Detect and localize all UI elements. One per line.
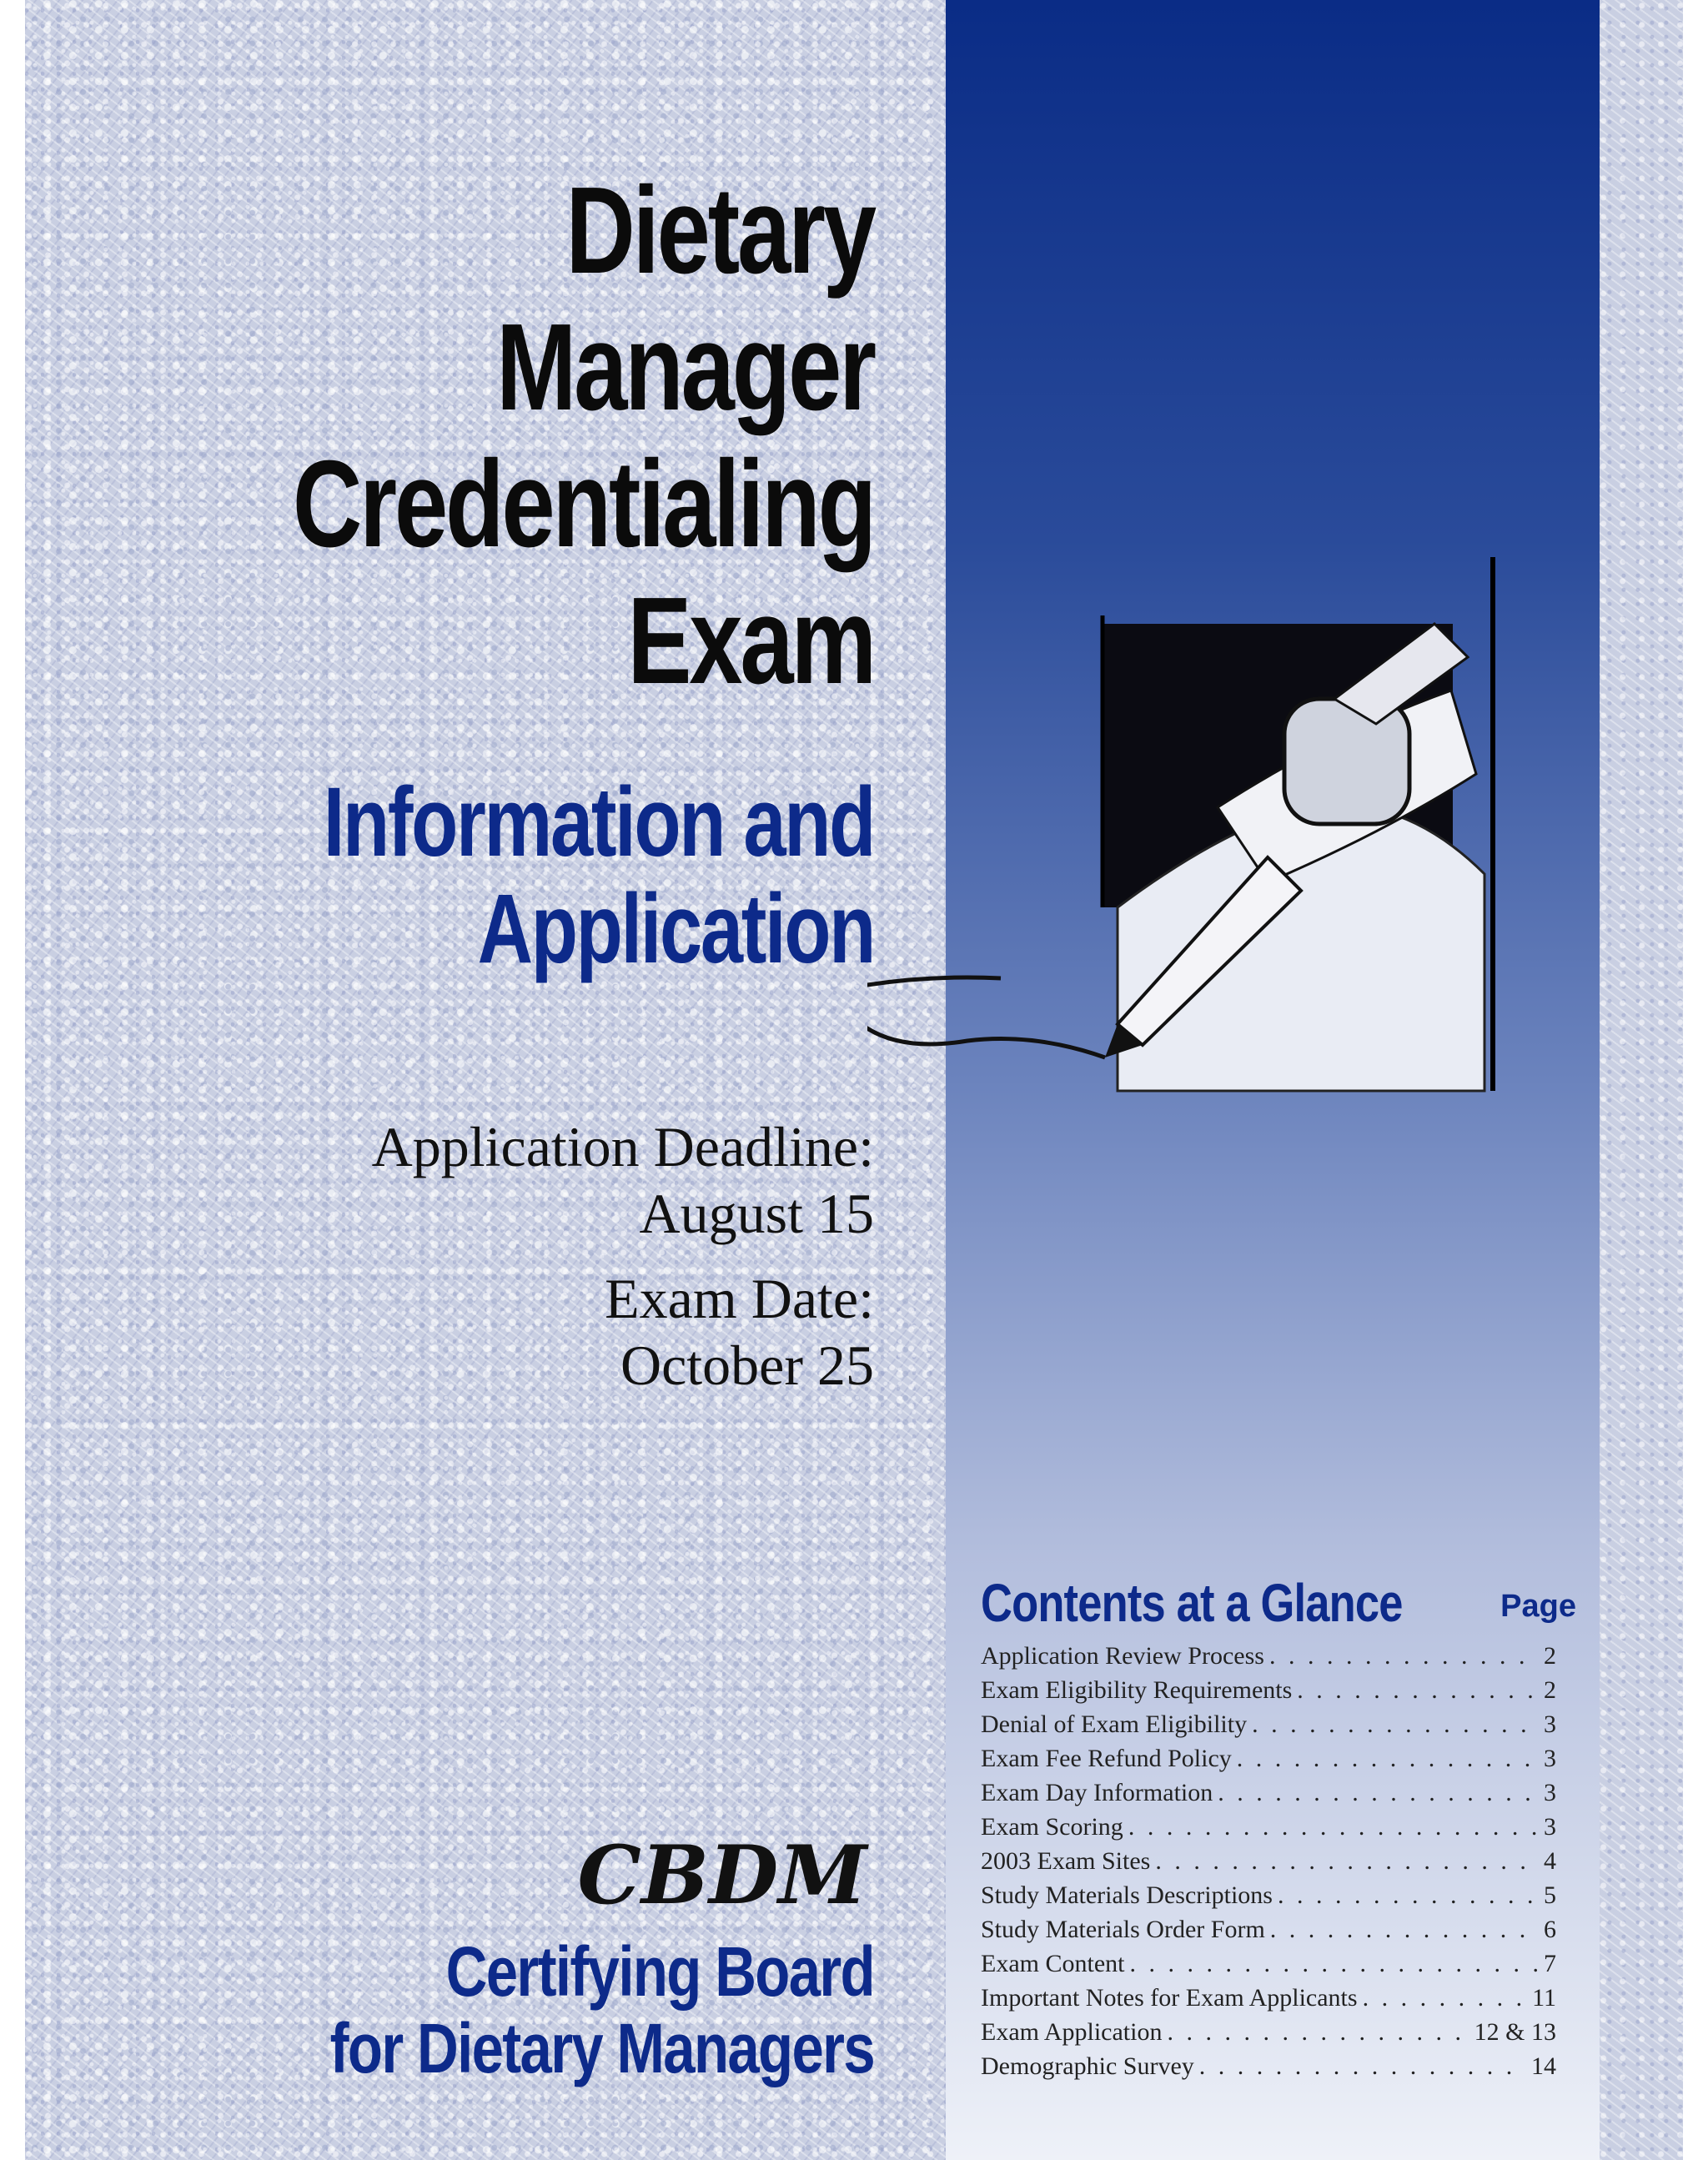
toc-item [981, 1912, 1556, 1947]
toc-leader [1129, 1947, 1539, 1981]
toc-item [981, 1707, 1556, 1741]
cover-title [289, 163, 874, 710]
exam-date-block [123, 1265, 874, 1399]
key-dates [123, 1113, 874, 1399]
title-line: Manager [496, 299, 874, 436]
toc-item [981, 1639, 1556, 1673]
exam-date-value: October 25 [620, 1334, 874, 1397]
logo-lettering: CBDM [577, 1828, 867, 1922]
toc-item-page: 3 [1544, 1710, 1556, 1738]
toc-item-page: 12 & 13 [1474, 2018, 1556, 2046]
toc-leader [1297, 1673, 1539, 1707]
toc-leader [1363, 1981, 1528, 2015]
toc-item [981, 1810, 1556, 1844]
toc-leader [1167, 2015, 1469, 2049]
toc-item-page: 4 [1544, 1847, 1556, 1875]
toc-item-page: 3 [1544, 1779, 1556, 1806]
toc-item-title: Study Materials Order Form [981, 1916, 1265, 1943]
contents-page-label: Page [1500, 1589, 1576, 1624]
toc-item-page: 2 [1544, 1676, 1556, 1704]
toc-item [981, 2049, 1556, 2083]
toc-item-page: 3 [1544, 1813, 1556, 1841]
subtitle-line: Information and [323, 767, 875, 877]
toc-item [981, 1741, 1556, 1776]
toc-leader [1199, 2049, 1526, 2083]
toc-item [981, 1947, 1556, 1981]
toc-item [981, 1844, 1556, 1878]
toc-item-title: Exam Eligibility Requirements [981, 1676, 1293, 1704]
toc-item-page: 2 [1544, 1642, 1556, 1670]
toc-list [981, 1639, 1556, 2083]
cover-subtitle [289, 769, 874, 982]
exam-date-label: Exam Date: [605, 1267, 874, 1330]
toc-item-page: 5 [1544, 1881, 1556, 1909]
toc-leader [1278, 1878, 1539, 1912]
contents-title: Contents at a Glance [981, 1573, 1403, 1633]
toc-leader [1218, 1776, 1539, 1810]
toc-item-title: Demographic Survey [981, 2052, 1194, 2080]
toc-item-title: 2003 Exam Sites [981, 1847, 1151, 1875]
toc-leader [1252, 1707, 1539, 1741]
toc-item-title: Exam Day Information [981, 1779, 1213, 1806]
toc-item-title: Study Materials Descriptions [981, 1881, 1273, 1909]
toc-item-title: Exam Application [981, 2018, 1163, 2046]
title-line: Exam [627, 572, 874, 710]
contents-at-a-glance [981, 1572, 1576, 2083]
toc-item-page: 7 [1544, 1950, 1556, 1977]
marbled-edge [1600, 0, 1683, 2160]
deadline-value: August 15 [639, 1182, 874, 1245]
contents-header [981, 1572, 1576, 1639]
hand-pencil-illustration [867, 557, 1518, 1141]
title-line: Dietary [565, 162, 874, 299]
toc-leader [1269, 1639, 1539, 1673]
deadline-label: Application Deadline: [371, 1115, 874, 1178]
toc-item [981, 1981, 1556, 2015]
toc-leader [1270, 1912, 1539, 1947]
toc-item [981, 1878, 1556, 1912]
toc-item [981, 2015, 1556, 2049]
toc-item-title: Important Notes for Exam Applicants [981, 1984, 1358, 2012]
toc-item-title: Application Review Process [981, 1642, 1264, 1670]
toc-item [981, 1673, 1556, 1707]
title-line: Credentialing [292, 435, 875, 573]
toc-item [981, 1776, 1556, 1810]
toc-item-title: Denial of Exam Eligibility [981, 1710, 1248, 1738]
toc-item-page: 6 [1544, 1916, 1556, 1943]
toc-item-title: Exam Fee Refund Policy [981, 1745, 1232, 1772]
toc-item-page: 11 [1532, 1984, 1556, 2012]
toc-item-title: Exam Scoring [981, 1813, 1123, 1841]
toc-item-page: 14 [1531, 2052, 1556, 2080]
subtitle-line: Application [477, 874, 874, 984]
deadline-block [123, 1113, 874, 1247]
toc-item-page: 3 [1544, 1745, 1556, 1772]
cbdm-logo [564, 1826, 881, 1926]
toc-leader [1155, 1844, 1539, 1878]
organization-line: for Dietary Managers [329, 2009, 874, 2087]
toc-leader [1128, 1810, 1539, 1844]
organization-name [259, 1933, 874, 2087]
organization-line: Certifying Board [445, 1932, 874, 2011]
toc-item-title: Exam Content [981, 1950, 1125, 1977]
toc-leader [1237, 1741, 1539, 1776]
